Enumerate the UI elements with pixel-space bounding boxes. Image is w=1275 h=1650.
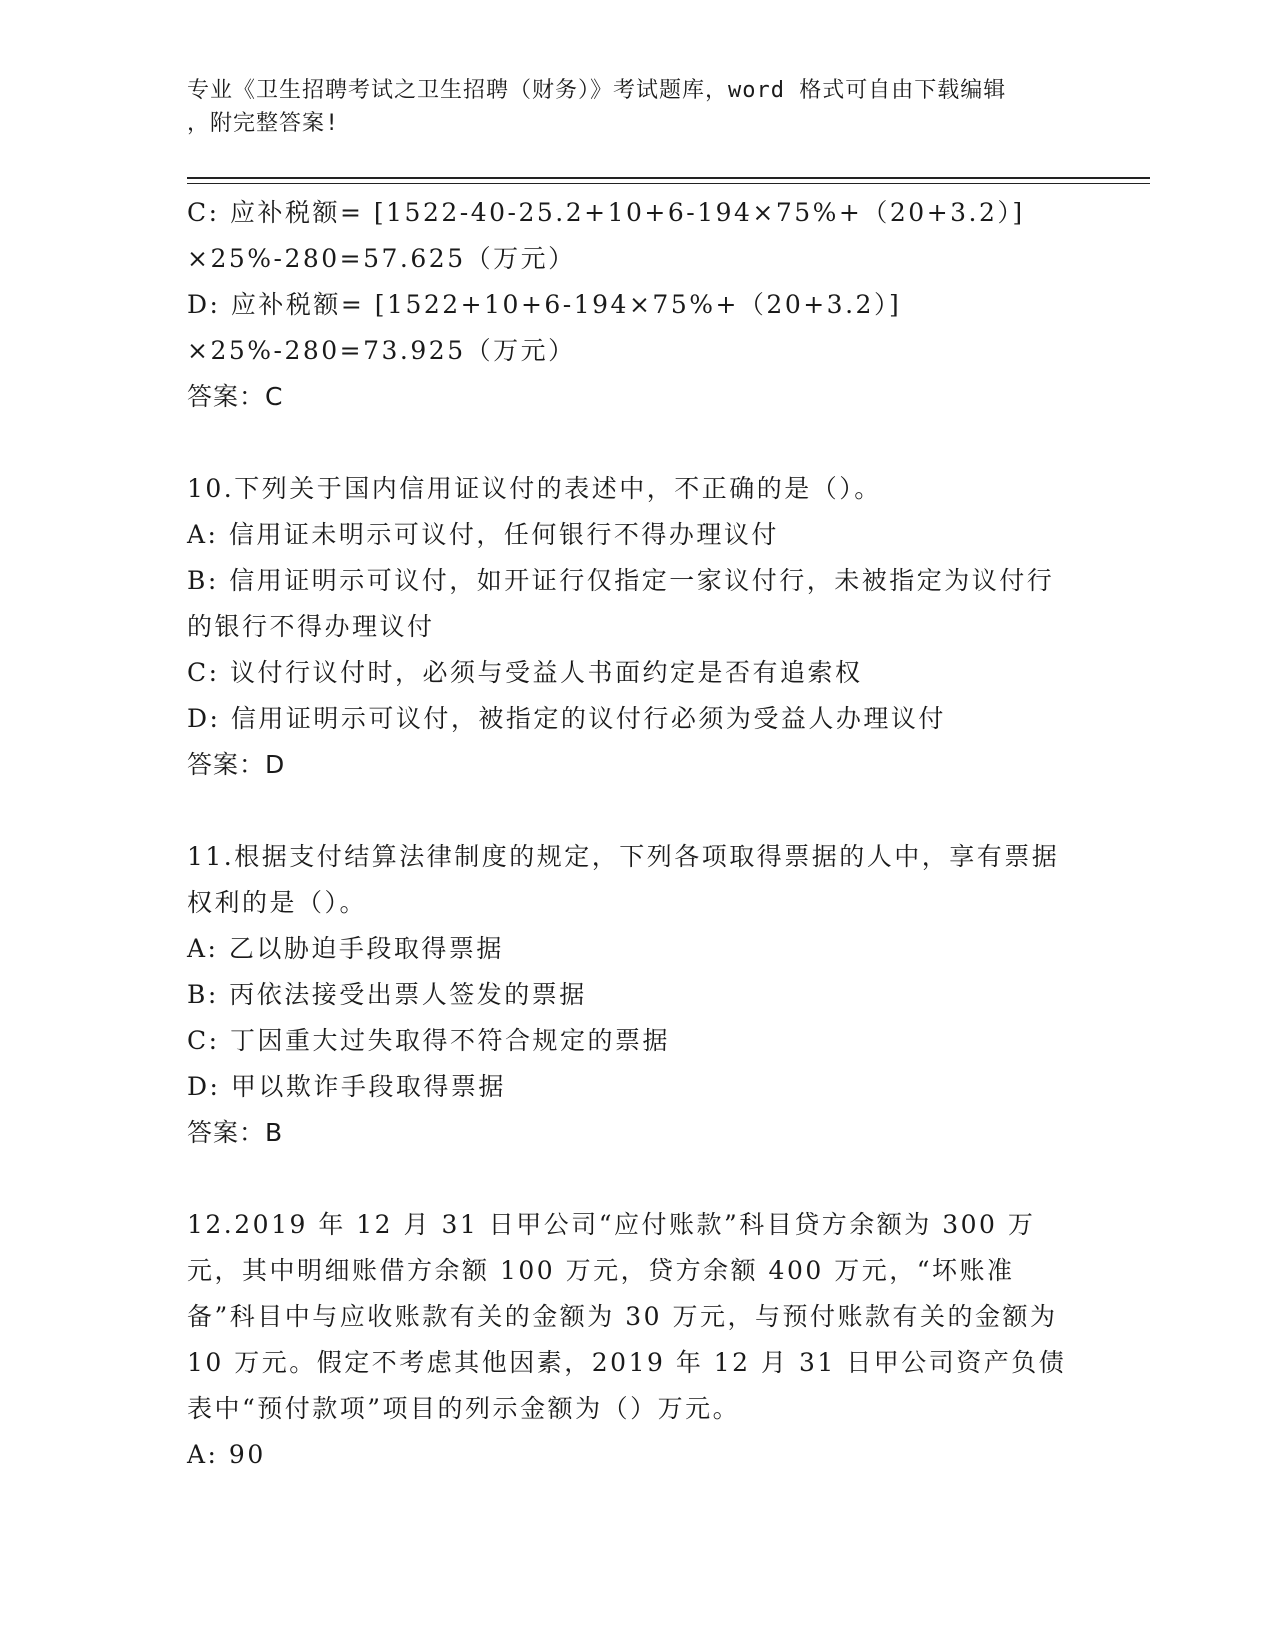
option-c: C: 丁因重大过失取得不符合规定的票据: [187, 1026, 670, 1055]
option-a: A: 信用证未明示可议付，任何银行不得办理议付: [187, 520, 779, 549]
option-a: A: 乙以胁迫手段取得票据: [187, 934, 504, 963]
question-stem: 10.下列关于国内信用证议付的表述中，不正确的是（）。: [187, 474, 882, 503]
document-body: [187, 190, 1067, 1478]
answer-line: 答案：B: [187, 1118, 284, 1147]
header-rule-thin: [187, 183, 1150, 184]
option-d: D: 应补税额= [1522+10+6-194×75%+（20+3.2）] ×25%-280=73.925（万元）: [187, 290, 902, 365]
option-b: B: 丙依法接受出票人签发的票据: [187, 980, 587, 1009]
header-line-2: ，附完整答案!: [187, 111, 340, 136]
document-header: [187, 74, 1067, 140]
header-line-1: 专业《卫生招聘考试之卫生招聘（财务）》考试题库，word 格式可自由下载编辑: [187, 78, 1007, 103]
question-stem: 12.2019 年 12 月 31 日甲公司“应付账款”科目贷方余额为 300 万元，其中明细账借方余额 100 万元，贷方余额 400 万元，“坏账准备”科目中与应收账款有关的金额为 30 万元，与预付账款有关的金额为 10 万元。假定不考虑其他因素，2019 年 12 月 31 日甲公司资产负债表中“预付款项”项目的列示金额为（）万元。: [187, 1210, 1067, 1423]
answer-line: 答案：D: [187, 750, 286, 779]
option-c: C: 议付行议付时，必须与受益人书面约定是否有追索权: [187, 658, 863, 687]
question-stem: 11.根据支付结算法律制度的规定，下列各项取得票据的人中，享有票据权利的是（）。: [187, 842, 1060, 917]
option-a: A: 90: [187, 1440, 266, 1469]
spacer: [187, 788, 1067, 834]
option-b: B: 信用证明示可议付，如开证行仅指定一家议付行，未被指定为议付行的银行不得办理议付: [187, 566, 1055, 641]
spacer: [187, 1156, 1067, 1202]
answer-line: 答案：C: [187, 382, 284, 411]
option-d: D: 信用证明示可议付，被指定的议付行必须为受益人办理议付: [187, 704, 946, 733]
question-10: [187, 466, 1067, 788]
header-rule-thick: [187, 177, 1150, 179]
prev-question-block: [187, 190, 1067, 420]
spacer: [187, 420, 1067, 466]
option-c: C: 应补税额= [1522-40-25.2+10+6-194×75%+（20+3.2）] ×25%-280=57.625（万元）: [187, 198, 1025, 273]
question-11: [187, 834, 1067, 1156]
option-d: D: 甲以欺诈手段取得票据: [187, 1072, 506, 1101]
question-12: [187, 1202, 1067, 1478]
